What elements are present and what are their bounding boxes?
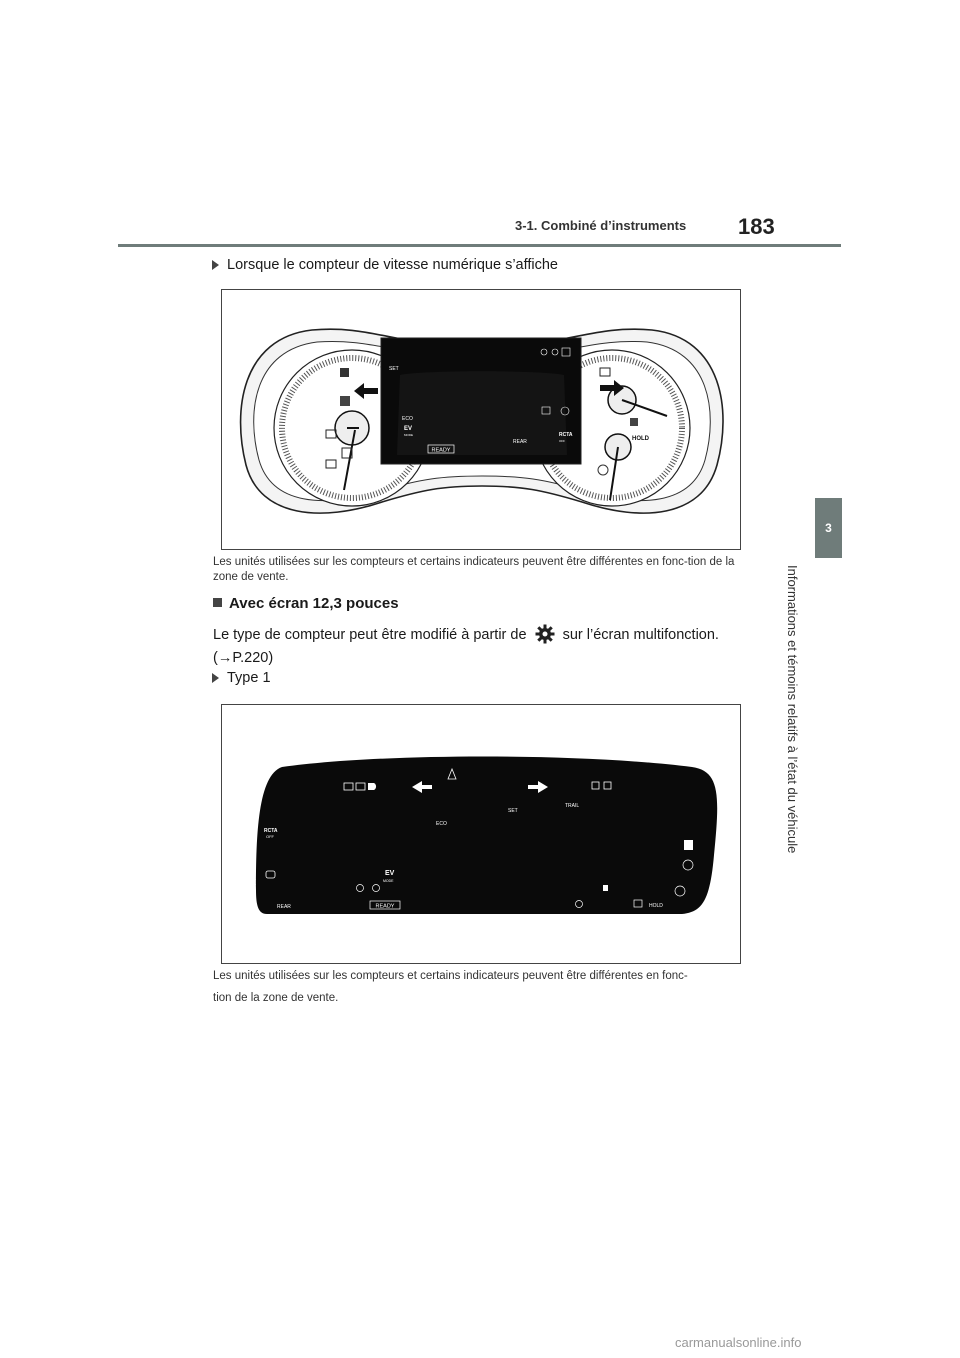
trail-label-fig2: TRAIL (565, 803, 580, 809)
body-text-post: sur l’écran multifonction. (562, 627, 719, 643)
rear-label-fig1: REAR (513, 439, 527, 445)
instrument-cluster-illustration (222, 290, 740, 549)
bullet-type-1 (212, 670, 271, 686)
figure-12in-cluster-type1 (221, 704, 741, 964)
bullet-text: Type 1 (227, 670, 271, 686)
section-header: 3-1. Combiné d’instruments (515, 218, 687, 233)
ready-label-fig2: READY (375, 903, 395, 910)
chapter-title-vertical (782, 565, 804, 875)
heading-text: Avec écran 12,3 pouces (229, 595, 399, 612)
eco-label-fig2: ECO (436, 821, 447, 827)
off-label-fig1: OFF (559, 439, 565, 443)
bullet-text: Lorsque le compteur de vitesse numérique s’affiche (227, 257, 559, 273)
ev-mode-label-fig2: MODE (383, 879, 394, 883)
page-number: 183 (738, 214, 775, 239)
hold-label-fig1: HOLD (632, 436, 649, 442)
ready-label-fig1: READY (431, 447, 451, 454)
chapter-tab[interactable]: 3 (815, 498, 842, 558)
figure-instrument-cluster (221, 289, 741, 550)
body-paragraph (213, 624, 719, 644)
ev-label-fig1: EV (404, 426, 413, 432)
ev-mode-label-fig1: MODE (404, 433, 413, 437)
rear-label-fig2: REAR (277, 904, 291, 910)
bullet-digital-speedometer (212, 257, 558, 273)
note-units-2-line2: tion de la zone de vente. (213, 992, 339, 1004)
gear-icon (535, 624, 555, 644)
body-text-pre: Le type de compteur peut être modifié à partir de (213, 627, 527, 643)
header-rule (118, 244, 841, 247)
digital-cluster-illustration (222, 705, 740, 963)
page-reference[interactable]: (→P.220) (213, 650, 274, 666)
set-label-fig1: SET (389, 366, 399, 372)
bullet-triangle-icon (212, 673, 219, 683)
heading-square-icon (213, 598, 222, 607)
ev-label-fig2: EV (385, 870, 395, 877)
hold-label-fig2: HOLD (649, 903, 663, 909)
set-label-fig2: SET (508, 808, 518, 814)
note-units-2-line1: Les unités utilisées sur les compteurs et certains indicateurs peuvent être différentes en fonc- (213, 970, 688, 982)
bullet-triangle-icon (212, 260, 219, 270)
rcta-label-fig1: RCTA (559, 432, 573, 438)
off-label-fig2: OFF (266, 834, 274, 839)
section-heading (213, 595, 399, 612)
chapter-title-text: Informations et témoins relatifs à l’état du véhicule (785, 565, 800, 854)
watermark: carmanualsonline.info (675, 1335, 802, 1350)
rcta-label-fig2: RCTA (264, 828, 278, 834)
note-units-1: Les unités utilisées sur les compteurs et certains indicateurs peuvent être différentes en fonc-tion de la zone de vente. (213, 556, 735, 583)
eco-label-fig1: ECO (402, 416, 413, 422)
